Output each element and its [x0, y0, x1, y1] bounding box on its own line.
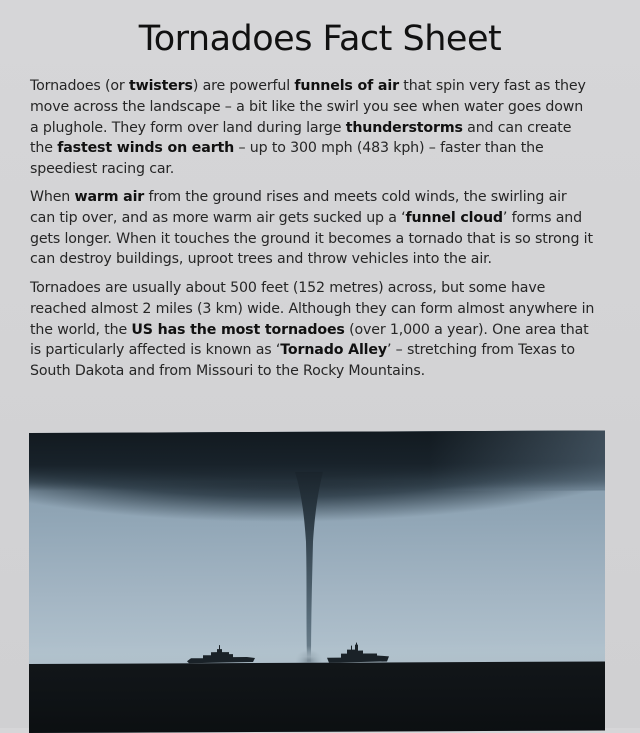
bold-term: Tornado Alley [280, 342, 387, 359]
text-line [30, 229, 622, 250]
text-line [30, 159, 622, 180]
bold-term: warm air [74, 189, 145, 205]
text-line [30, 118, 622, 139]
text-run: Tornadoes (or [30, 78, 129, 94]
text-line [30, 187, 622, 208]
text-run: can tip over, and as more warm air gets sucked up a ‘ [30, 209, 406, 226]
photo-sea [29, 661, 605, 733]
text-run: Tornadoes are usually about 500 feet (152 metres) across, but some have [30, 280, 546, 296]
tornado-photo [29, 430, 605, 733]
text-line [30, 97, 622, 118]
text-line [30, 249, 622, 270]
paragraph-formation [30, 187, 622, 270]
text-run: speediest racing car. [30, 161, 175, 178]
tornado-funnel-icon [295, 472, 323, 672]
bold-term: funnel cloud [405, 209, 503, 226]
page-title: Tornadoes Fact Sheet [138, 19, 502, 59]
text-line [30, 361, 622, 382]
text-run: is particularly affected is known as ‘ [30, 342, 281, 359]
text-run: – up to 300 mph (483 kph) – faster than the [234, 140, 544, 157]
text-line [30, 76, 622, 97]
text-run: (over 1,000 a year). One area that [344, 321, 589, 338]
bold-term: twisters [128, 78, 193, 94]
text-run: South Dakota and from Missouri to the Rocky Mountains. [30, 363, 425, 380]
text-run: from the ground rises and meets cold winds, the swirling air [144, 189, 567, 205]
text-run: and can create [462, 119, 572, 136]
text-line [30, 340, 622, 361]
text-run: the [30, 140, 58, 157]
text-line [30, 278, 622, 299]
text-line [30, 208, 622, 229]
bold-term: US has the most tornadoes [131, 321, 345, 338]
text-run: a plughole. They form over land during large [30, 119, 346, 136]
text-run: that spin very fast as they [398, 78, 586, 94]
text-line [30, 299, 622, 320]
text-run: ) are powerful [192, 78, 295, 94]
paragraph-size-location [30, 278, 622, 382]
text-run: ’ – stretching from Texas to [386, 342, 575, 359]
text-run: reached almost 2 miles (3 km) wide. Although they can form almost anywhere in [30, 300, 595, 317]
text-run: gets longer. When it touches the ground it becomes a tornado that is so strong it [30, 230, 593, 247]
text-run: the world, the [30, 321, 132, 338]
paragraph-intro [30, 76, 622, 180]
storm-cloud-edge [429, 430, 605, 491]
text-run: move across the landscape – a bit like the swirl you see when water goes down [30, 98, 584, 115]
text-line [30, 138, 622, 159]
text-run: When [30, 189, 75, 205]
text-line [30, 320, 622, 341]
bold-term: fastest winds on earth [57, 140, 235, 157]
bold-term: funnels of air [294, 78, 399, 94]
bold-term: thunderstorms [345, 119, 463, 136]
text-run: ’ forms and [502, 209, 582, 226]
text-run: can destroy buildings, uproot trees and throw vehicles into the air. [30, 251, 492, 268]
